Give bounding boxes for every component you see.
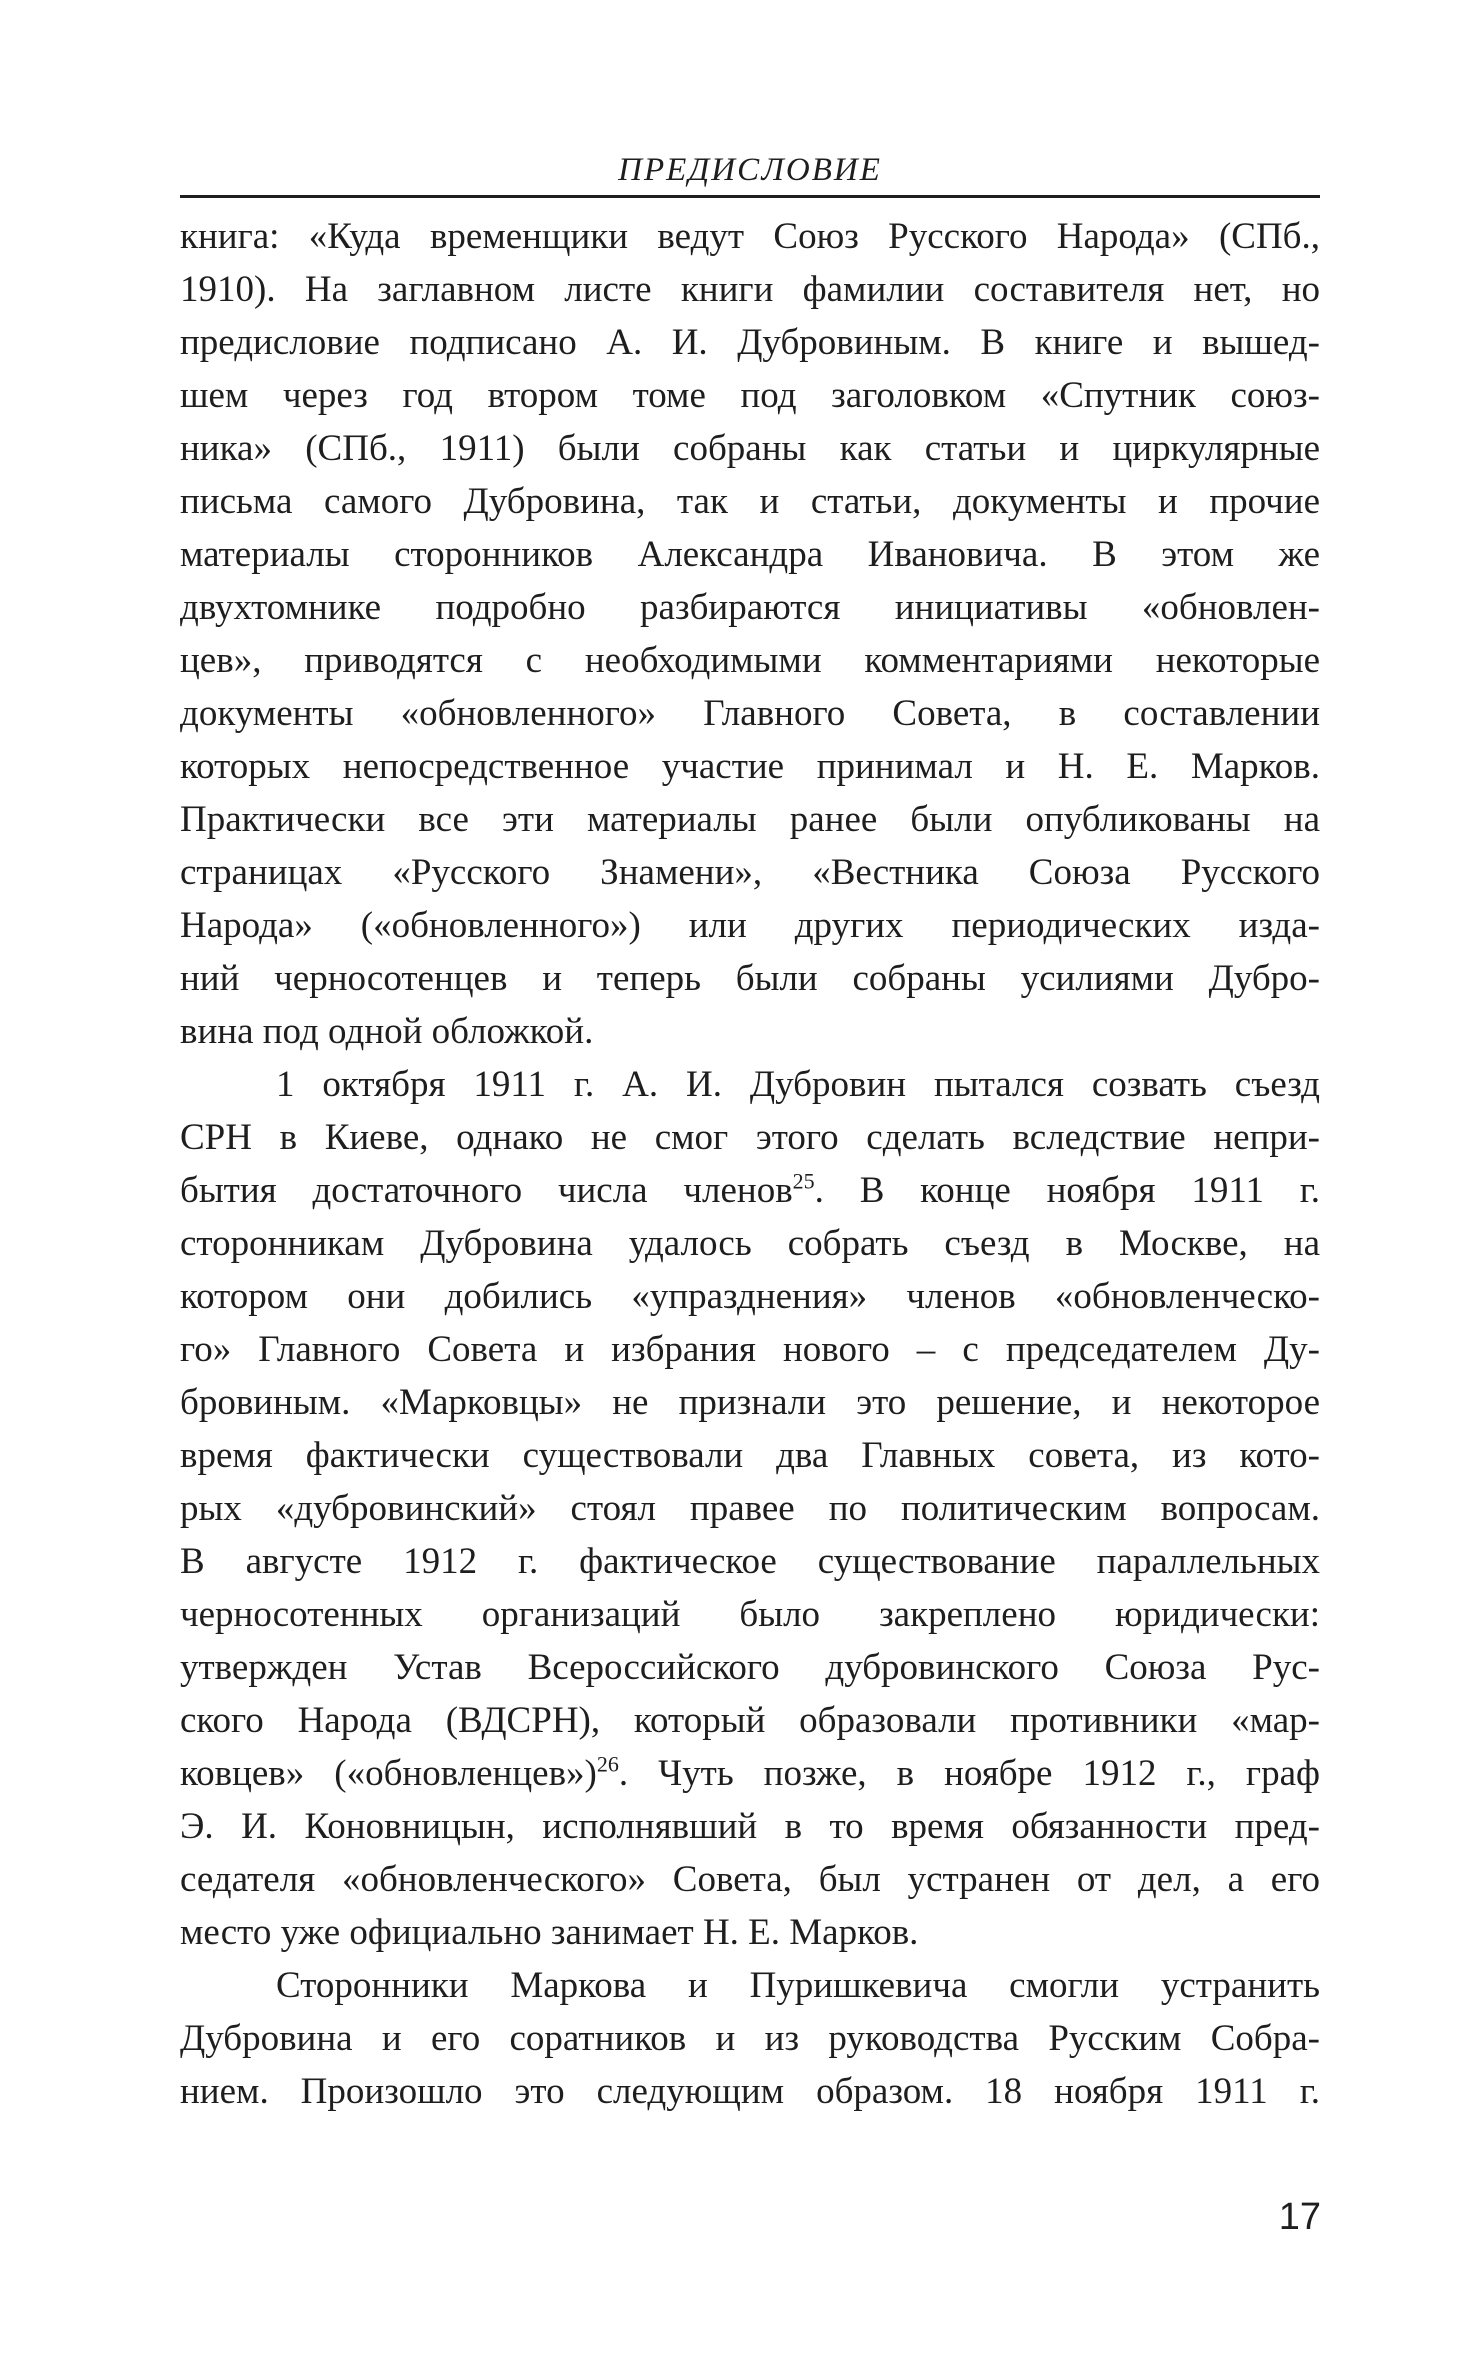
- text-fragment: . Чуть позже, в ноябре 1912 г., граф: [618, 1753, 1320, 1794]
- text-line: Народа» («обновленного») или других периодических изда-: [180, 905, 1320, 946]
- text-line: бровиным. «Марковцы» не признали это решение, и некоторое: [180, 1382, 1320, 1423]
- text-line: котором они добились «упразднения» членов «обновленческо-: [180, 1276, 1320, 1317]
- text-line: письма самого Дубровина, так и статьи, документы и прочие: [180, 481, 1320, 522]
- text-line: время фактически существовали два Главных совета, из кото-: [180, 1435, 1320, 1476]
- text-line: ний черносотенцев и теперь были собраны усилиями Дубро-: [180, 958, 1320, 999]
- paragraph: [180, 1058, 1320, 1959]
- paragraph: [180, 1959, 1320, 2118]
- text-line: вина под одной обложкой.: [180, 1011, 594, 1052]
- text-line: страницах «Русского Знамени», «Вестника Союза Русского: [180, 852, 1320, 893]
- page-number: 17: [1278, 2196, 1321, 2238]
- text-line: [180, 1164, 1320, 1217]
- text-line: двухтомнике подробно разбираются инициативы «обновлен-: [180, 587, 1320, 628]
- text-line: документы «обновленного» Главного Совета, в составлении: [180, 693, 1320, 734]
- text-line: 1910). На заглавном листе книги фамилии составителя нет, но: [180, 269, 1320, 310]
- footnote-ref: 25: [792, 1168, 815, 1194]
- text-line: шем через год втором томе под заголовком «Спутник союз-: [180, 375, 1320, 416]
- text-line: [180, 1747, 1320, 1800]
- text-line: седателя «обновленческого» Совета, был устранен от дел, а его: [180, 1859, 1320, 1900]
- text-line: книга: «Куда временщики ведут Союз Русского Народа» (СПб.,: [180, 216, 1320, 257]
- text-line: место уже официально занимает Н. Е. Марков.: [180, 1912, 919, 1953]
- text-line: В августе 1912 г. фактическое существование параллельных: [180, 1541, 1320, 1582]
- text-line: го» Главного Совета и избрания нового – с председателем Ду-: [180, 1329, 1320, 1370]
- text-fragment: бытия достаточного числа членов: [180, 1170, 793, 1211]
- text-line: 1 октября 1911 г. А. И. Дубровин пытался созвать съезд: [276, 1064, 1320, 1105]
- text-fragment: . В конце ноября 1911 г.: [814, 1170, 1320, 1211]
- text-line: сторонникам Дубровина удалось собрать съезд в Москве, на: [180, 1223, 1320, 1264]
- text-line: материалы сторонников Александра Ивановича. В этом же: [180, 534, 1320, 575]
- text-line: СРН в Киеве, однако не смог этого сделать вследствие непри-: [180, 1117, 1320, 1158]
- text-line: ского Народа (ВДСРН), который образовали противники «мар-: [180, 1700, 1320, 1741]
- text-line: рых «дубровинский» стоял правее по политическим вопросам.: [180, 1488, 1320, 1529]
- text-line: Э. И. Коновницын, исполнявший в то время обязанности пред-: [180, 1806, 1320, 1847]
- text-line: Дубровина и его соратников и из руководства Русским Собра-: [180, 2018, 1320, 2059]
- text-fragment: ковцев» («обновленцев»): [180, 1753, 597, 1794]
- text-line: ника» (СПб., 1911) были собраны как статьи и циркулярные: [180, 428, 1320, 469]
- text-line: предисловие подписано А. И. Дубровиным. В книге и вышед-: [180, 322, 1320, 363]
- text-line: которых непосредственное участие принимал и Н. Е. Марков.: [180, 746, 1320, 787]
- running-head: ПРЕДИСЛОВИЕ: [618, 152, 882, 188]
- header-rule: [180, 195, 1320, 198]
- text-line: Практически все эти материалы ранее были опубликованы на: [180, 799, 1320, 840]
- footnote-ref: 26: [596, 1751, 619, 1777]
- paragraph: [180, 210, 1320, 1058]
- text-line: нием. Произошло это следующим образом. 18 ноября 1911 г.: [180, 2071, 1320, 2112]
- text-line: утвержден Устав Всероссийского дубровинского Союза Рус-: [180, 1647, 1320, 1688]
- text-body: [180, 210, 1320, 2118]
- text-line: Сторонники Маркова и Пуришкевича смогли устранить: [276, 1965, 1320, 2006]
- text-line: цев», приводятся с необходимыми комментариями некоторые: [180, 640, 1320, 681]
- text-line: черносотенных организаций было закреплено юридически:: [180, 1594, 1320, 1635]
